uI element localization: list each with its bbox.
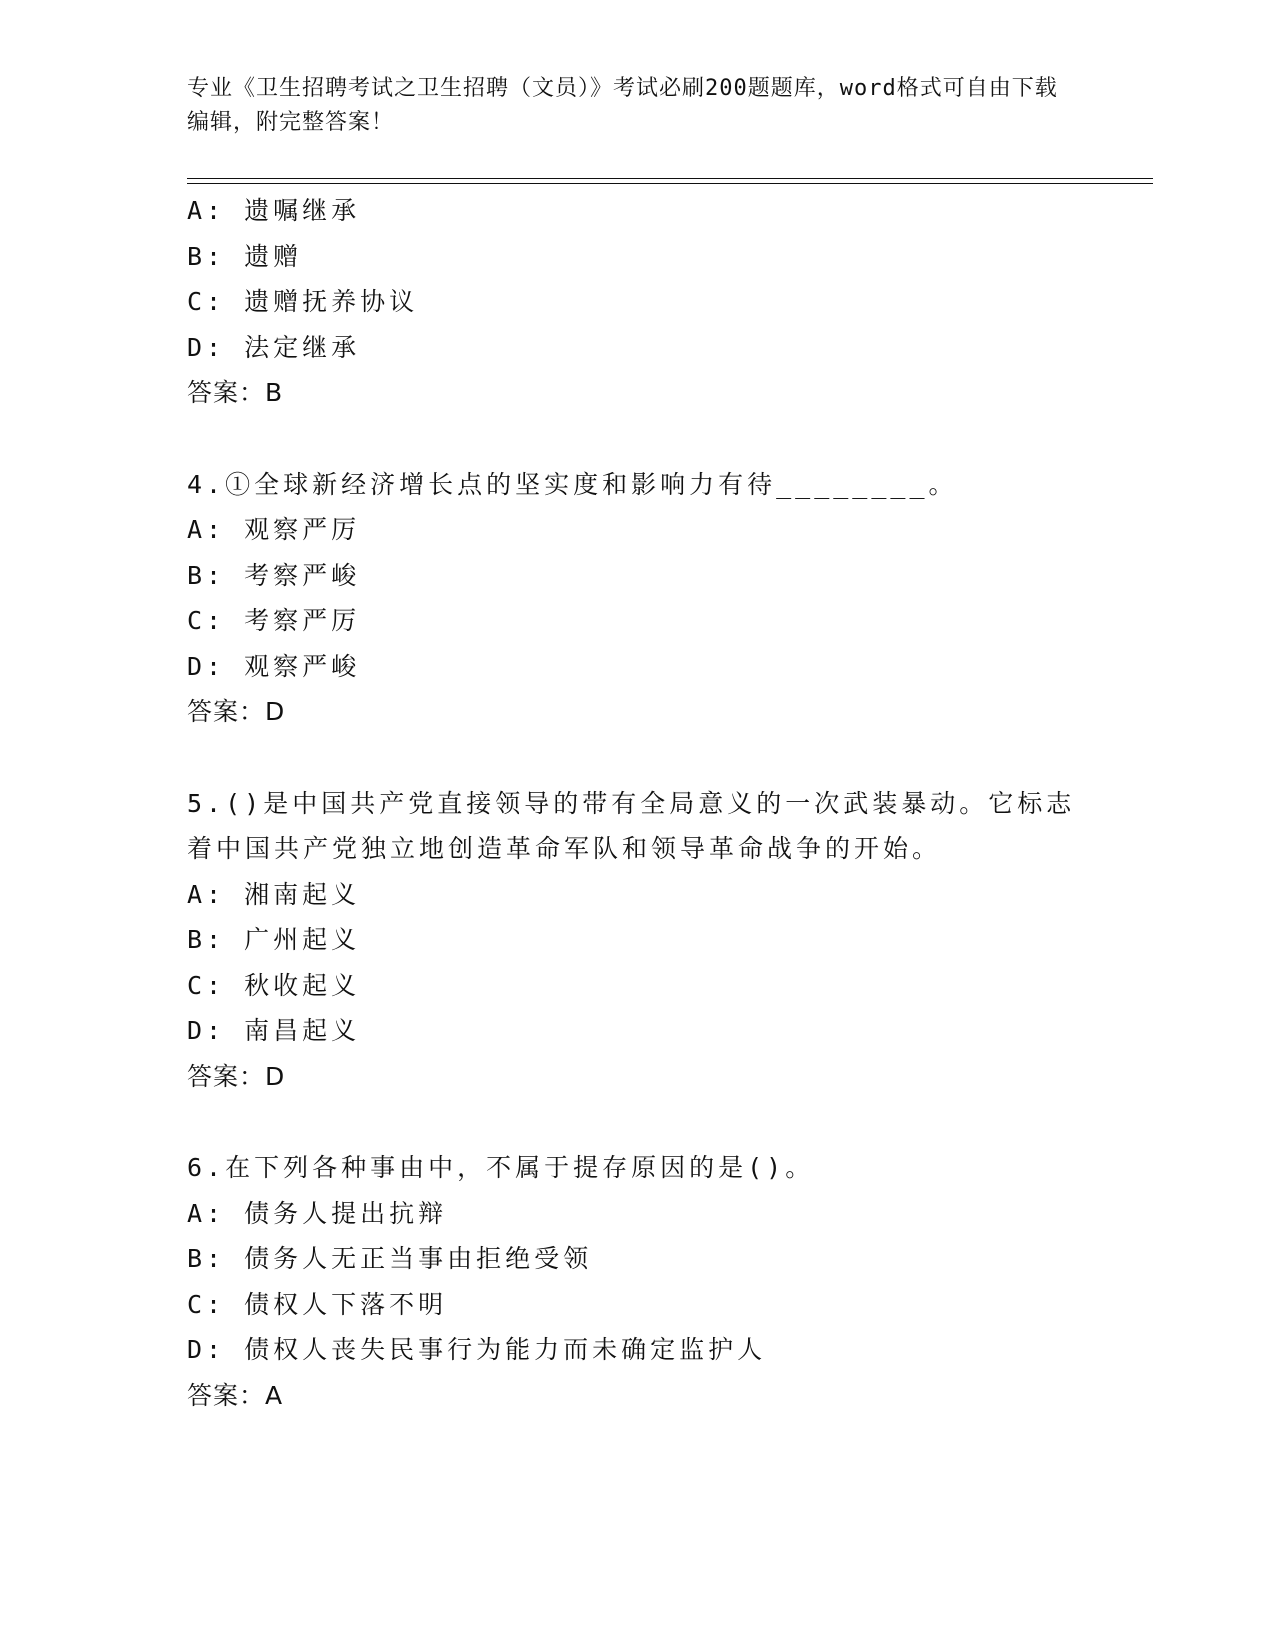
document-header: 专业《卫生招聘考试之卫生招聘（文员）》考试必刷200题题库，word格式可自由下载编辑，附完整答案！ xyxy=(187,76,1058,135)
answer-line: 答案：A xyxy=(187,1380,284,1410)
question-text: 6.在下列各种事由中，不属于提存原因的是()。 xyxy=(187,1153,815,1182)
option-a: A: 湘南起义 xyxy=(187,879,361,909)
option-c: C: 债权人下落不明 xyxy=(187,1289,448,1319)
question-text: 5.()是中国共产党直接领导的带有全局意义的一次武装暴动。它标志着中国共产党独立地创造革命军队和领导革命战争的开始。 xyxy=(187,788,1076,863)
option-d: D: 法定继承 xyxy=(187,332,361,362)
option-d: D: 债权人丧失民事行为能力而未确定监护人 xyxy=(187,1335,767,1364)
option-a: A: 遗嘱继承 xyxy=(187,196,361,225)
option-b: B: 考察严峻 xyxy=(187,560,361,590)
question-list xyxy=(187,188,1087,1418)
option-b: B: 广州起义 xyxy=(187,925,361,954)
spacer xyxy=(187,1099,1087,1145)
option-c: C: 考察严厉 xyxy=(187,606,361,635)
option-a: A: 债务人提出抗辩 xyxy=(187,1198,448,1228)
answer-line: 答案：B xyxy=(187,378,284,407)
spacer xyxy=(187,416,1087,462)
option-d: D: 观察严峻 xyxy=(187,651,361,681)
question-block xyxy=(187,1145,1087,1418)
option-a: A: 观察严厉 xyxy=(187,515,361,544)
header-rule-bottom xyxy=(187,183,1153,184)
option-b: B: 债务人无正当事由拒绝受领 xyxy=(187,1244,593,1273)
answer-line: 答案：D xyxy=(187,697,286,726)
question-block xyxy=(187,781,1087,1100)
question-block xyxy=(187,188,1087,416)
question-block xyxy=(187,462,1087,735)
option-b: B: 遗赠 xyxy=(187,241,303,271)
spacer xyxy=(187,735,1087,781)
header-rule-top xyxy=(187,178,1153,179)
answer-line: 答案：D xyxy=(187,1061,286,1091)
option-c: C: 遗赠抚养协议 xyxy=(187,287,419,316)
question-text: 4.①全球新经济增长点的坚实度和影响力有待________。 xyxy=(187,469,958,499)
option-c: C: 秋收起义 xyxy=(187,970,361,1000)
option-d: D: 南昌起义 xyxy=(187,1016,361,1045)
